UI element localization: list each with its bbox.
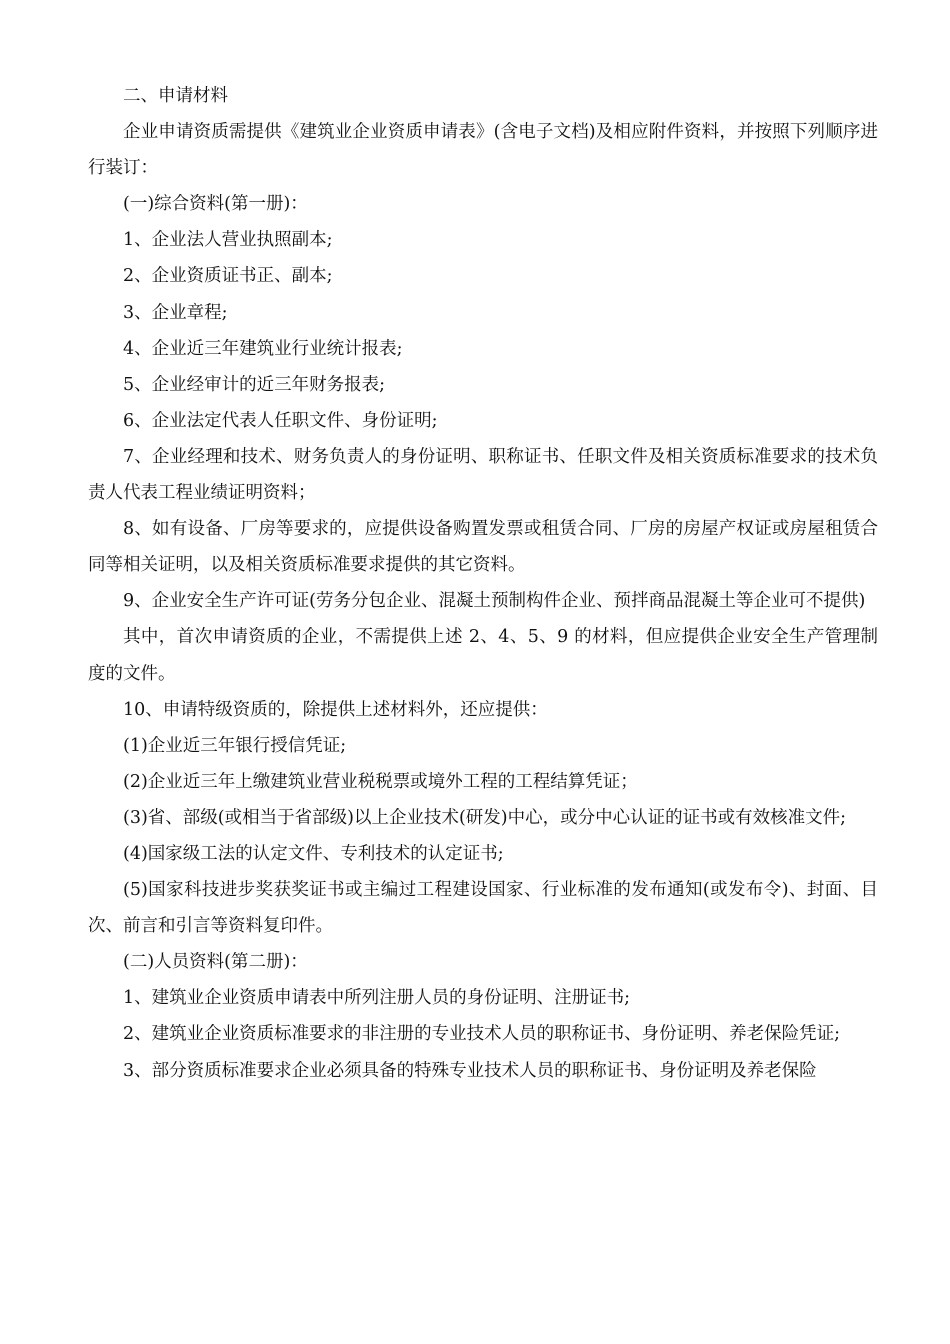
section-heading: 二、申请材料 [123,86,228,106]
list-item: 3、企业章程; [123,302,228,323]
list-item: 5、企业经审计的近三年财务报表; [123,374,386,395]
sub-list-item: (2)企业近三年上缴建筑业营业税税票或境外工程的工程结算凭证； [123,771,638,792]
list-item: 3、部分资质标准要求企业必须具备的特殊专业技术人员的职称证书、身份证明及养老保险 [123,1060,817,1081]
list-item: 1、企业法人营业执照副本; [123,230,333,251]
intro-paragraph: 企业申请资质需提供《建筑业企业资质申请表》(含电子文档)及相应附件资料，并按照下列顺序进行装订： [88,122,878,179]
sub-list-item: (3)省、部级(或相当于省部级)以上企业技术(研发)中心，或分中心认证的证书或有效核准文件; [123,807,846,828]
note-paragraph: 其中，首次申请资质的企业，不需提供上述 2、4、5、9 的材料，但应提供企业安全生产管理制度的文件。 [88,627,878,684]
list-item: 4、企业近三年建筑业行业统计报表; [123,338,403,359]
list-item: 7、企业经理和技术、财务负责人的身份证明、职称证书、任职文件及相关资质标准要求的技术负责人代表工程业绩证明资料； [88,446,878,504]
list-item: 6、企业法定代表人任职文件、身份证明; [123,410,438,431]
sub-list-item: (5)国家科技进步奖获奖证书或主编过工程建设国家、行业标准的发布通知(或发布令)、封面、目次、前言和引言等资料复印件。 [88,880,878,937]
list-item: 9、企业安全生产许可证(劳务分包企业、混凝土预制构件企业、预拌商品混凝土等企业可不提供) [123,591,866,612]
list-item: 8、如有设备、厂房等要求的，应提供设备购置发票或租赁合同、厂房的房屋产权证或房屋租赁合同等相关证明，以及相关资质标准要求提供的其它资料。 [88,519,878,576]
list-item: 1、建筑业企业资质申请表中所列注册人员的身份证明、注册证书; [123,988,631,1009]
subsection-heading: (一)综合资料(第一册)： [123,194,308,215]
sub-list-item: (4)国家级工法的认定文件、专利技术的认定证书; [123,843,504,864]
document-page [88,78,878,1089]
sub-list-item: (1)企业近三年银行授信凭证; [123,735,347,756]
subsection-heading: (二)人员资料(第二册)： [123,952,308,973]
list-item: 10、申请特级资质的，除提供上述材料外，还应提供： [123,699,548,720]
list-item: 2、企业资质证书正、副本; [123,266,333,287]
list-item: 2、建筑业企业资质标准要求的非注册的专业技术人员的职称证书、身份证明、养老保险凭证; [123,1024,841,1045]
